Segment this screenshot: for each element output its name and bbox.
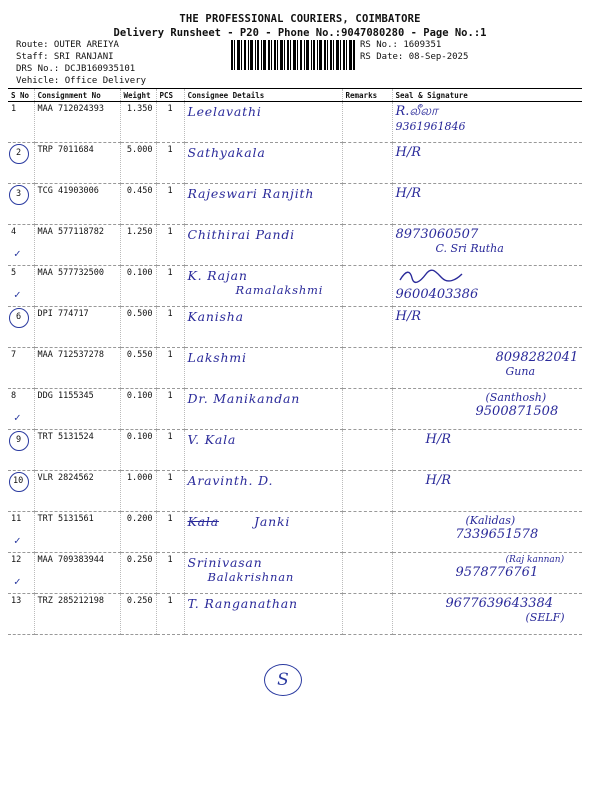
sno-cell: 13	[8, 594, 34, 635]
table-row	[8, 594, 582, 635]
col-consignment: Consignment No	[34, 89, 120, 102]
vehicle-label: Vehicle: Office Delivery	[16, 76, 147, 86]
consignee-cell	[184, 512, 342, 553]
remarks-cell	[342, 143, 392, 184]
table-row	[8, 389, 582, 430]
consignee-name-line2: Ramalakshmi	[235, 283, 324, 297]
consignee-name: Rajeswari Ranjith	[187, 186, 315, 201]
seal-cell	[392, 266, 582, 307]
table-row	[8, 307, 582, 348]
consignee-name: Leelavathi	[187, 104, 262, 119]
seal-text: H/R	[425, 473, 452, 488]
seal-cell	[392, 430, 582, 471]
sno-value: 5	[11, 268, 17, 278]
remarks-cell	[342, 307, 392, 348]
check-mark-icon: ✓	[14, 411, 21, 424]
table-row	[8, 102, 582, 143]
consignee-cell	[184, 266, 342, 307]
consignment-cell: TRP 7011684	[34, 143, 120, 184]
col-consignee: Consignee Details	[184, 89, 342, 102]
consignment-cell: MAA 577118782	[34, 225, 120, 266]
check-mark-icon: ✓	[14, 288, 21, 301]
consignee-cell	[184, 553, 342, 594]
remarks-cell	[342, 184, 392, 225]
table-header-row	[8, 89, 582, 102]
pcs-cell: 1	[156, 225, 184, 266]
seal-text: H/R	[395, 145, 422, 160]
drs-number: DRS No.: DCJB160935101	[16, 64, 136, 74]
sno-value: 6	[16, 312, 22, 322]
runsheet-meta-right	[360, 39, 468, 63]
weight-cell: 0.100	[120, 389, 156, 430]
staff-label: Staff: SRI RANJANI	[16, 52, 114, 62]
sno-value: 4	[11, 227, 17, 237]
sno-cell	[8, 553, 34, 594]
table-row	[8, 430, 582, 471]
consignee-cell	[184, 348, 342, 389]
consignment-cell: VLR 2824562	[34, 471, 120, 512]
seal-name: Guna	[505, 365, 536, 378]
seal-phone: 9677639643384	[445, 596, 554, 611]
weight-cell: 0.100	[120, 266, 156, 307]
sno-cell	[8, 471, 34, 512]
consignment-cell: MAA 712024393	[34, 102, 120, 143]
sno-value: 2	[16, 148, 22, 158]
remarks-cell	[342, 553, 392, 594]
signature-image	[396, 268, 486, 284]
weight-cell: 1.000	[120, 471, 156, 512]
weight-cell: 0.100	[120, 430, 156, 471]
seal-cell	[392, 102, 582, 143]
consignment-cell: TRT 5131561	[34, 512, 120, 553]
seal-name: (SELF)	[525, 611, 565, 624]
seal-text: H/R	[425, 432, 452, 447]
pcs-cell: 1	[156, 266, 184, 307]
remarks-cell	[342, 225, 392, 266]
consignment-cell: DDG 1155345	[34, 389, 120, 430]
seal-cell	[392, 225, 582, 266]
check-mark-icon: ✓	[14, 575, 21, 588]
sno-value: 11	[11, 514, 22, 524]
company-title: THE PROFESSIONAL COURIERS, COIMBATORE	[179, 13, 421, 25]
seal-cell	[392, 143, 582, 184]
consignment-cell: TRZ 285212198	[34, 594, 120, 635]
seal-name: (Santhosh)	[485, 391, 547, 404]
runsheet-meta-left	[16, 39, 146, 87]
handwritten-mark: S	[264, 664, 302, 696]
seal-text: R.லீலா	[395, 104, 438, 119]
pcs-cell: 1	[156, 348, 184, 389]
seal-cell	[392, 594, 582, 635]
pcs-cell: 1	[156, 307, 184, 348]
weight-cell: 0.450	[120, 184, 156, 225]
seal-phone: 7339651578	[455, 527, 539, 542]
pcs-cell: 1	[156, 553, 184, 594]
remarks-cell	[342, 594, 392, 635]
route-label: Route: OUTER AREIYA	[16, 40, 119, 50]
consignee-name: K. Rajan	[187, 268, 248, 283]
remarks-cell	[342, 471, 392, 512]
consignee-name: Aravinth. D.	[187, 473, 274, 488]
table-row	[8, 553, 582, 594]
sno-cell	[8, 225, 34, 266]
seal-phone: 9600403386	[395, 287, 479, 302]
seal-cell	[392, 389, 582, 430]
consignee-cell	[184, 225, 342, 266]
barcode	[230, 40, 356, 70]
sno-cell	[8, 430, 34, 471]
remarks-cell	[342, 512, 392, 553]
sno-value: 10	[13, 476, 24, 486]
col-remarks: Remarks	[342, 89, 392, 102]
pcs-cell: 1	[156, 389, 184, 430]
col-pcs: PCS	[156, 89, 184, 102]
weight-cell: 1.350	[120, 102, 156, 143]
weight-cell: 0.550	[120, 348, 156, 389]
consignment-cell: TCG 41903006	[34, 184, 120, 225]
consignment-cell: MAA 577732500	[34, 266, 120, 307]
consignee-name-corrected: Janki	[254, 514, 291, 529]
consignee-name: Sathyakala	[187, 145, 266, 160]
seal-cell	[392, 348, 582, 389]
table-row	[8, 471, 582, 512]
consignee-cell	[184, 143, 342, 184]
col-sno: S No	[8, 89, 34, 102]
table-row	[8, 266, 582, 307]
seal-cell	[392, 184, 582, 225]
consignee-name: T. Ranganathan	[187, 596, 298, 611]
col-seal: Seal & Signature	[392, 89, 582, 102]
consignee-cell	[184, 594, 342, 635]
weight-cell: 5.000	[120, 143, 156, 184]
sno-cell	[8, 389, 34, 430]
remarks-cell	[342, 430, 392, 471]
consignee-name-struck: Kala	[187, 514, 219, 529]
rs-number: RS No.: 1609351	[360, 40, 442, 50]
seal-cell	[392, 471, 582, 512]
sno-value: 9	[16, 435, 22, 445]
table-row	[8, 225, 582, 266]
seal-cell	[392, 553, 582, 594]
weight-cell: 0.250	[120, 594, 156, 635]
check-mark-icon: ✓	[14, 534, 21, 547]
consignee-cell	[184, 430, 342, 471]
pcs-cell: 1	[156, 430, 184, 471]
consignee-name: Chithirai Pandi	[187, 227, 295, 242]
remarks-cell	[342, 348, 392, 389]
seal-cell	[392, 512, 582, 553]
sno-cell: 7	[8, 348, 34, 389]
seal-phone: 9361961846	[395, 120, 466, 133]
consignee-name: Kanisha	[187, 309, 244, 324]
consignment-cell: MAA 709383944	[34, 553, 120, 594]
sno-cell	[8, 307, 34, 348]
check-mark-icon: ✓	[14, 247, 21, 260]
remarks-cell	[342, 102, 392, 143]
rs-date: RS Date: 08-Sep-2025	[360, 52, 469, 62]
consignee-name: Dr. Manikandan	[187, 391, 301, 406]
weight-cell: 0.250	[120, 553, 156, 594]
pcs-cell: 1	[156, 512, 184, 553]
sno-value: 8	[11, 391, 17, 401]
seal-name: (Kalidas)	[465, 514, 516, 527]
seal-text: H/R	[395, 309, 422, 324]
consignee-cell	[184, 389, 342, 430]
seal-phone: 8098282041	[495, 350, 579, 365]
table-row	[8, 512, 582, 553]
pcs-cell: 1	[156, 143, 184, 184]
consignee-name: Lakshmi	[187, 350, 247, 365]
table-row	[8, 143, 582, 184]
weight-cell: 1.250	[120, 225, 156, 266]
pcs-cell: 1	[156, 471, 184, 512]
seal-phone: 9578776761	[455, 565, 539, 580]
consignee-name-line2: Balakrishnan	[207, 570, 295, 584]
runsheet-subtitle: Delivery Runsheet - P20 - Phone No.:9047080280 - Page No.:1	[113, 27, 487, 39]
pcs-cell: 1	[156, 594, 184, 635]
sno-cell: 1	[8, 102, 34, 143]
sno-cell	[8, 184, 34, 225]
consignment-cell: DPI 774717	[34, 307, 120, 348]
seal-cell	[392, 307, 582, 348]
table-row	[8, 184, 582, 225]
seal-name: (Raj kannan)	[505, 555, 565, 565]
consignee-name: Srinivasan	[187, 555, 263, 570]
sno-cell	[8, 512, 34, 553]
remarks-cell	[342, 266, 392, 307]
seal-phone: 9500871508	[475, 404, 559, 419]
seal-text: H/R	[395, 186, 422, 201]
consignee-name: V. Kala	[187, 432, 237, 447]
sno-value: 12	[11, 555, 22, 565]
weight-cell: 0.200	[120, 512, 156, 553]
consignee-cell	[184, 471, 342, 512]
sno-value: 3	[16, 189, 22, 199]
sno-cell	[8, 143, 34, 184]
table-row	[8, 348, 582, 389]
seal-text: 8973060507	[395, 227, 479, 242]
consignment-cell: MAA 712537278	[34, 348, 120, 389]
consignee-cell	[184, 102, 342, 143]
consignee-cell	[184, 307, 342, 348]
sno-cell	[8, 266, 34, 307]
pcs-cell: 1	[156, 102, 184, 143]
seal-name: C. Sri Rutha	[435, 242, 504, 255]
weight-cell: 0.500	[120, 307, 156, 348]
remarks-cell	[342, 389, 392, 430]
pcs-cell: 1	[156, 184, 184, 225]
col-weight: Weight	[120, 89, 156, 102]
consignment-cell: TRT 5131524	[34, 430, 120, 471]
consignee-cell	[184, 184, 342, 225]
delivery-table	[8, 88, 582, 635]
